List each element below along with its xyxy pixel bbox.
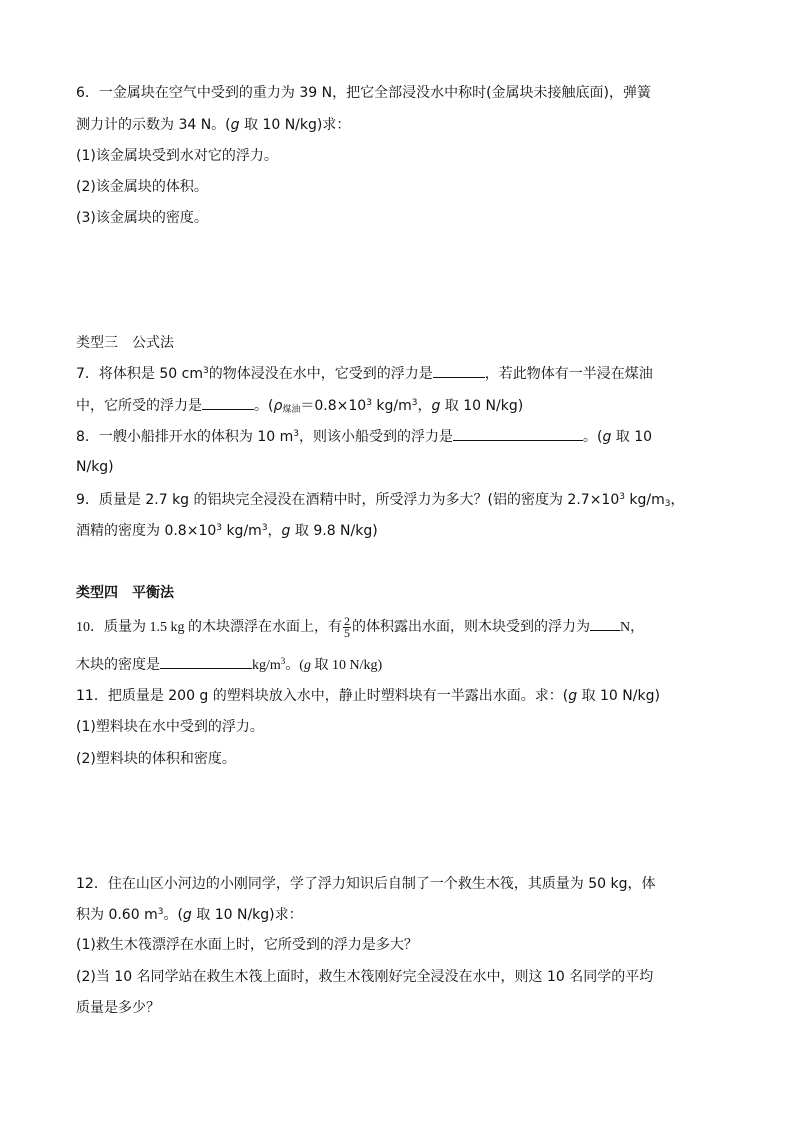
q9-text-2d: 取 9.8 N/kg) (290, 523, 378, 539)
q10-fraction (343, 616, 351, 639)
q7-line2 (76, 395, 523, 416)
q7-rho-symbol: ρ (273, 398, 283, 414)
q6-text-2a: 测力计的示数为 34 N。( (76, 117, 231, 133)
q8-answer-blank[interactable] (453, 426, 583, 441)
q9-unit-cube: 3 (261, 523, 268, 533)
q6-text-1: 6．一金属块在空气中受到的重力为 39 N，把它全部浸没水中称时(金属块未接触底面)，弹簧 (76, 85, 652, 101)
q9-text-1a: 9．质量是 2.7 kg 的铝块完全浸没在酒精中时，所受浮力为多大？(铝的密度为 2.7×10 (76, 492, 620, 508)
q8-text-1c: 。( (583, 429, 603, 445)
q7-answer-blank-2[interactable] (202, 395, 254, 410)
q7-text-2a: 中，它所受的浮力是 (76, 398, 202, 414)
section4-title: 类型四 平衡法 (76, 585, 174, 601)
q6-sub1-text: (1)该金属块受到水对它的浮力。 (76, 148, 278, 164)
q12-sub2-line2 (76, 998, 160, 1018)
q7-rho-subscript: 煤油 (282, 405, 301, 415)
q9-text-2a: 酒精的密度为 0.8×10 (76, 523, 217, 539)
q7-text-2e: ， (417, 398, 432, 414)
q9-text-2b: kg/m (222, 523, 262, 539)
q12-line2 (76, 905, 303, 925)
q10-fraction-numerator: 2 (344, 614, 350, 629)
q10-text-2d: 取 10 N/kg) (310, 658, 383, 673)
q7-answer-blank-1[interactable] (433, 363, 485, 378)
q6-sub1 (76, 146, 278, 166)
q6-sub3-text: (3)该金属块的密度。 (76, 210, 208, 226)
q6-sub2 (76, 177, 208, 197)
q7-line1 (76, 363, 653, 384)
q12-sub2-text-b: 质量是多少？ (76, 1000, 160, 1016)
q11-g-symbol: g (568, 688, 578, 704)
q9-line1 (76, 490, 685, 510)
q6-sub2-text: (2)该金属块的体积。 (76, 179, 208, 195)
q7-text-2d: kg/m (371, 398, 412, 414)
q8-line2 (76, 457, 114, 477)
q12-sub2-text-a: (2)当 10 名同学站在救生木筏上面时，救生木筏刚好完全浸没在水中，则这 10 名同学的平均 (76, 969, 654, 985)
q10-text-1c: N， (620, 620, 645, 635)
q9-exponent-2: 3 (216, 523, 222, 533)
q12-text-2b: 。( (163, 907, 183, 923)
q6-line2 (76, 115, 350, 135)
q12-sub1-text: (1)救生木筏漂浮在水面上时，它所受到的浮力是多大？ (76, 937, 418, 953)
q11-line1 (76, 686, 660, 706)
q12-line1 (76, 874, 656, 894)
q12-text-1: 12．住在山区小河边的小刚同学，学了浮力知识后自制了一个救生木筏，其质量为 50 kg，体 (76, 876, 656, 892)
q10-g-symbol: g (303, 658, 311, 673)
q10-fraction-denominator: 5 (344, 626, 350, 641)
section4-heading (76, 583, 174, 603)
q7-text-1a: 7．将体积是 50 cm (76, 366, 203, 382)
q8-text-1d: 取 10 (611, 429, 653, 445)
q11-sub2-text: (2)塑料块的体积和密度。 (76, 751, 236, 767)
q9-g-symbol: g (281, 523, 291, 539)
q7-cube-superscript: 3 (202, 366, 209, 376)
q6-line1 (76, 83, 651, 103)
q8-text-1b: ，则该小船受到的浮力是 (299, 429, 453, 445)
q7-text-1c: ，若此物体有一半浸在煤油 (484, 366, 653, 382)
q10-line1 (76, 616, 644, 639)
q11-sub1-text: (1)塑料块在水中受到的浮力。 (76, 719, 264, 735)
q11-text-1b: 取 10 N/kg) (577, 688, 660, 704)
q10-text-2c: 。( (285, 658, 304, 673)
q11-sub2 (76, 749, 236, 769)
q10-text-2b: kg/m (252, 658, 281, 673)
q8-text-2: N/kg) (76, 459, 114, 475)
q12-g-symbol: g (182, 907, 192, 923)
section3-heading (76, 333, 174, 353)
q12-text-2c: 取 10 N/kg)求： (191, 907, 303, 923)
section3-title: 类型三 公式法 (76, 335, 174, 351)
q10-answer-blank-2[interactable] (160, 654, 252, 669)
q8-line1 (76, 426, 652, 447)
q7-text-1b: 的物体浸没在水中，它受到的浮力是 (208, 366, 433, 382)
q9-line2 (76, 521, 378, 541)
q10-answer-blank-1[interactable] (590, 616, 620, 631)
q12-cube-superscript: 3 (157, 907, 164, 917)
q6-sub3 (76, 208, 208, 228)
q10-text-1b: 的体积露出水面，则木块受到的浮力为 (352, 620, 590, 635)
q12-text-2a: 积为 0.60 m (76, 907, 158, 923)
q10-unit-cube: 3 (280, 656, 286, 666)
q12-sub2-line1 (76, 967, 653, 987)
q8-g-symbol: g (602, 429, 612, 445)
q7-text-2c: ＝0.8×10 (300, 398, 367, 414)
q11-text-1a: 11．把质量是 200 g 的塑料块放入水中，静止时塑料块有一半露出水面。求：( (76, 688, 569, 704)
q11-sub1 (76, 717, 264, 737)
q7-exponent: 3 (366, 398, 372, 408)
q9-exponent-1: 3 (619, 492, 625, 502)
q10-line2 (76, 654, 382, 676)
q8-cube-superscript: 3 (293, 429, 299, 439)
q10-text-2a: 木块的密度是 (76, 658, 160, 673)
q12-sub1 (76, 935, 418, 955)
q6-g-symbol: g (230, 117, 240, 133)
q7-text-2f: 取 10 N/kg) (440, 398, 524, 414)
q7-text-2b: 。( (254, 398, 274, 414)
q10-text-1a: 10．质量为 1.5 kg 的木块漂浮在水面上，有 (76, 620, 342, 635)
q7-unit-cube: 3 (411, 398, 418, 408)
q8-text-1a: 8．一艘小船排开水的体积为 10 m (76, 429, 294, 445)
q7-g-symbol: g (431, 398, 441, 414)
q9-unit-3: 3 (664, 499, 671, 509)
q6-text-2b: 取 10 N/kg)求： (239, 117, 351, 133)
q9-text-1c: ， (670, 492, 685, 508)
q9-text-1b: kg/m (624, 492, 665, 508)
q9-text-2c: ， (267, 523, 282, 539)
